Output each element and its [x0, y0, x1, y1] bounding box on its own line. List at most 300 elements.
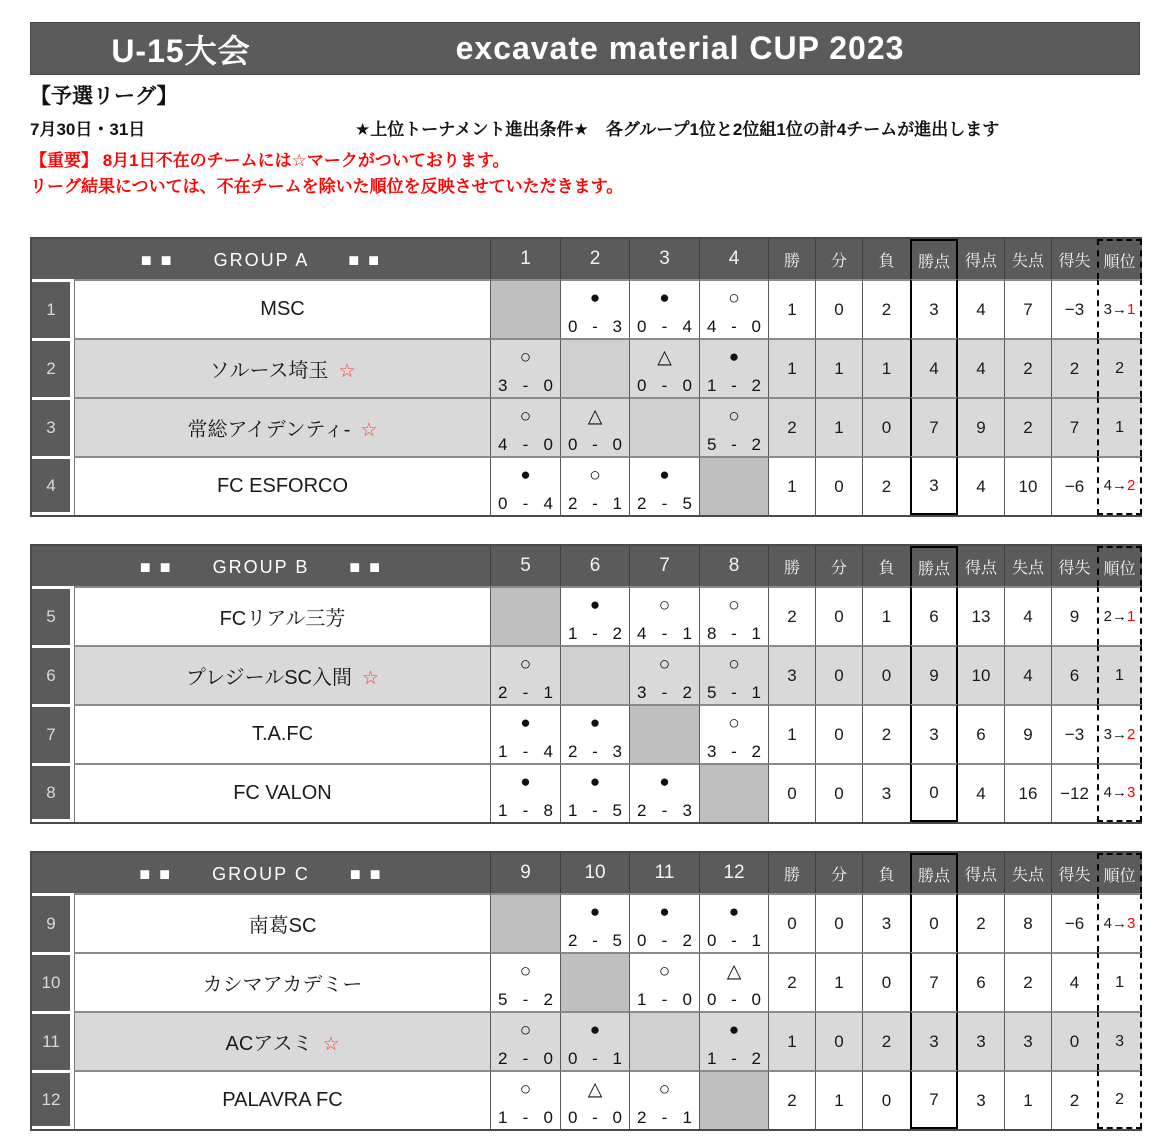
away-goals: 1: [751, 682, 761, 702]
match-score: [491, 376, 560, 396]
stat-cell-7: 2: [1052, 338, 1097, 397]
stat-cell-5: 3: [958, 1011, 1005, 1070]
stat-header-5: 得点: [958, 853, 1005, 893]
score-hyphen: -: [592, 1048, 598, 1068]
rank-after: 2: [1127, 726, 1136, 743]
home-goals: 5: [498, 989, 508, 1009]
away-goals: 0: [543, 1048, 553, 1068]
group-label: ■ ■ GROUP A ■ ■: [32, 239, 491, 279]
away-goals: 2: [612, 623, 622, 643]
match-score: [491, 1108, 560, 1128]
match-column-header: 1: [491, 239, 561, 279]
stat-cell-2: 0: [816, 704, 863, 763]
match-result-cell: [561, 279, 630, 338]
absent-star-icon: ☆: [362, 668, 380, 689]
result-marker-draw: △: [587, 406, 603, 427]
home-goals: 1: [498, 800, 508, 820]
stat-header-3: 負: [863, 239, 910, 279]
self-match-cell: [630, 397, 700, 456]
stat-cell-1: 2: [769, 397, 816, 456]
score-hyphen: -: [661, 623, 668, 643]
stat-cell-6: 2: [1005, 952, 1052, 1011]
score-hyphen: -: [661, 1107, 668, 1127]
home-goals: 0: [637, 930, 647, 950]
match-column-header: 3: [630, 239, 700, 279]
stat-cell-7: −3: [1052, 279, 1097, 338]
team-name-label: ソルース埼玉: [209, 360, 329, 382]
away-goals: 1: [543, 682, 553, 702]
result-marker-win: ○: [728, 595, 740, 616]
match-column-header: 9: [491, 853, 561, 893]
match-result-cell: [561, 704, 630, 763]
home-goals: 4: [498, 434, 508, 454]
score-hyphen: -: [522, 375, 529, 395]
title-bar: [30, 22, 1140, 75]
team-name-cell: [74, 397, 491, 456]
stat-cell-1: 0: [769, 893, 816, 952]
stat-cell-5: 6: [958, 952, 1005, 1011]
rank-cell: [1097, 1011, 1142, 1070]
stat-cell-2: 0: [816, 456, 863, 515]
score-hyphen: -: [731, 623, 737, 643]
match-result-cell: [561, 586, 630, 645]
home-goals: 5: [707, 434, 717, 454]
result-marker-win: ○: [728, 713, 740, 734]
match-column-header: 11: [630, 853, 700, 893]
home-goals: 2: [568, 930, 578, 950]
match-result-cell: [491, 952, 561, 1011]
stat-cell-1: 1: [769, 338, 816, 397]
rank-cell: [1097, 893, 1142, 952]
match-score: [700, 931, 768, 951]
away-goals: 1: [612, 1048, 622, 1068]
match-column-header: 2: [561, 239, 630, 279]
stat-cell-6: 9: [1005, 704, 1052, 763]
stat-cell-4: 3: [910, 456, 958, 515]
match-result-cell: [700, 645, 769, 704]
score-hyphen: -: [731, 1048, 737, 1068]
team-name-cell: [74, 704, 491, 763]
rank-cell: [1097, 456, 1142, 515]
stat-cell-3: 2: [863, 456, 910, 515]
stat-cell-1: 1: [769, 1011, 816, 1070]
match-score: [630, 494, 699, 514]
home-goals: 4: [707, 316, 717, 336]
match-score: [561, 1108, 629, 1128]
stat-cell-2: 0: [816, 645, 863, 704]
team-name-label: 常総アイデンティ-: [187, 419, 351, 441]
score-hyphen: -: [731, 316, 737, 336]
result-marker-draw: △: [587, 1079, 603, 1100]
home-goals: 2: [637, 1107, 647, 1127]
result-marker-win: ○: [728, 654, 740, 675]
score-hyphen: -: [661, 930, 668, 950]
rank-cell: [1097, 397, 1142, 456]
away-goals: 8: [543, 800, 553, 820]
qualifying-league-heading: 【予選リーグ】: [30, 85, 178, 108]
score-hyphen: -: [592, 741, 598, 761]
score-hyphen: -: [731, 434, 737, 454]
rank-value: 2: [1115, 1090, 1124, 1108]
stat-cell-1: 2: [769, 1070, 816, 1129]
stat-cell-6: 8: [1005, 893, 1052, 952]
home-goals: 8: [707, 623, 717, 643]
result-marker-win: ○: [728, 288, 740, 309]
result-marker-loss: ●: [589, 902, 601, 921]
result-marker-win: ○: [728, 406, 740, 427]
match-score: [630, 683, 699, 703]
stat-header-5: 得点: [958, 546, 1005, 586]
team-row: [32, 397, 1142, 456]
match-score: [491, 1049, 560, 1069]
match-score: [561, 435, 629, 455]
stat-header-4: 勝点: [910, 853, 958, 893]
away-goals: 3: [682, 800, 692, 820]
result-marker-win: ○: [519, 1079, 532, 1100]
match-result-cell: [491, 645, 561, 704]
match-column-header: 12: [700, 853, 769, 893]
stat-cell-7: 7: [1052, 397, 1097, 456]
away-goals: 0: [682, 375, 692, 395]
away-goals: 2: [682, 682, 692, 702]
team-name-label: MSC: [260, 298, 305, 320]
stat-header-7: 得失: [1052, 853, 1097, 893]
self-match-cell: [491, 586, 561, 645]
score-hyphen: -: [661, 316, 668, 336]
stat-header-2: 分: [816, 546, 863, 586]
match-result-cell: [561, 1011, 630, 1070]
match-score: [561, 742, 629, 762]
match-result-cell: [491, 397, 561, 456]
stat-cell-3: 2: [863, 1011, 910, 1070]
match-result-cell: [630, 456, 700, 515]
match-column-header: 4: [700, 239, 769, 279]
match-score: [700, 317, 768, 337]
match-result-cell: [630, 763, 700, 822]
score-hyphen: -: [592, 434, 598, 454]
match-result-cell: [700, 586, 769, 645]
stat-cell-1: 2: [769, 952, 816, 1011]
match-score: [561, 931, 629, 951]
home-goals: 2: [637, 800, 647, 820]
stat-cell-1: 1: [769, 704, 816, 763]
stat-cell-3: 1: [863, 338, 910, 397]
match-score: [630, 801, 699, 821]
team-name-label: カシマアカデミー: [202, 974, 363, 996]
rank-cell: [1097, 645, 1142, 704]
score-hyphen: -: [522, 493, 529, 513]
score-hyphen: -: [522, 434, 529, 454]
away-goals: 1: [751, 930, 761, 950]
group-b-header-row: [32, 546, 1142, 586]
rank-value: 2: [1115, 359, 1124, 377]
result-marker-win: ○: [519, 1020, 532, 1041]
match-result-cell: [561, 1070, 630, 1129]
home-goals: 1: [637, 989, 647, 1009]
team-row: [32, 279, 1142, 338]
match-result-cell: [700, 338, 769, 397]
home-goals: 1: [498, 1107, 508, 1127]
home-goals: 2: [637, 493, 647, 513]
stat-cell-1: 2: [769, 586, 816, 645]
score-hyphen: -: [522, 1048, 529, 1068]
rank-after: 1: [1127, 301, 1136, 318]
score-hyphen: -: [731, 989, 737, 1009]
rank-before: 4→: [1103, 477, 1128, 494]
group-a-table: [30, 237, 1142, 517]
stat-cell-5: 13: [958, 586, 1005, 645]
team-name-cell: [74, 586, 491, 645]
group-c-table: [30, 851, 1142, 1131]
match-score: [561, 317, 629, 337]
score-hyphen: -: [592, 800, 598, 820]
self-match-cell: [491, 893, 561, 952]
rank-before: 2→: [1103, 608, 1127, 625]
stat-cell-6: 4: [1005, 586, 1052, 645]
stat-cell-2: 0: [816, 1011, 863, 1070]
stat-cell-3: 2: [863, 279, 910, 338]
rank-value: 1: [1115, 418, 1124, 436]
stat-cell-1: 1: [769, 456, 816, 515]
away-goals: 1: [682, 623, 692, 643]
stat-cell-3: 3: [863, 893, 910, 952]
home-goals: 2: [568, 493, 578, 513]
away-goals: 3: [612, 741, 622, 761]
stat-cell-6: 4: [1005, 645, 1052, 704]
stat-cell-4: 6: [910, 586, 958, 645]
match-result-cell: [700, 704, 769, 763]
away-goals: 1: [612, 493, 622, 513]
match-result-cell: [630, 645, 700, 704]
result-marker-win: ○: [658, 961, 671, 982]
stat-header-1: 勝: [769, 239, 816, 279]
match-column-header: 7: [630, 546, 700, 586]
stat-cell-2: 0: [816, 763, 863, 822]
self-match-cell: [700, 763, 769, 822]
team-name-label: FC VALON: [233, 782, 332, 804]
stat-cell-5: 4: [958, 279, 1005, 338]
stat-cell-1: 1: [769, 279, 816, 338]
result-marker-loss: ●: [659, 465, 670, 484]
rank-cell: [1097, 1070, 1142, 1129]
team-number-cell: 6: [32, 645, 74, 704]
match-result-cell: [561, 763, 630, 822]
away-goals: 3: [612, 316, 622, 336]
match-result-cell: [700, 893, 769, 952]
team-row: [32, 1011, 1142, 1070]
self-match-cell: [561, 645, 630, 704]
stat-cell-5: 4: [958, 456, 1005, 515]
home-goals: 0: [707, 989, 717, 1009]
stat-cell-3: 0: [863, 645, 910, 704]
absent-star-icon: ☆: [338, 361, 356, 382]
away-goals: 2: [682, 930, 692, 950]
stat-cell-4: 0: [910, 893, 958, 952]
rank-value: 3: [1115, 1032, 1124, 1050]
event-name-title: excavate material CUP 2023: [455, 30, 905, 66]
match-score: [630, 376, 699, 396]
rank-before: 4→: [1103, 784, 1127, 801]
match-score: [700, 742, 768, 762]
away-goals: 0: [751, 989, 761, 1009]
date-line: [30, 115, 1140, 140]
score-hyphen: -: [592, 623, 598, 643]
home-goals: 5: [707, 682, 717, 702]
stat-cell-3: 0: [863, 1070, 910, 1129]
stat-header-2: 分: [816, 853, 863, 893]
team-name-cell: [74, 893, 491, 952]
away-goals: 5: [612, 800, 622, 820]
stat-header-4: 勝点: [910, 546, 958, 586]
score-hyphen: -: [592, 316, 598, 336]
away-goals: 5: [682, 493, 692, 513]
match-column-header: 8: [700, 546, 769, 586]
result-marker-loss: ●: [728, 1020, 740, 1039]
team-name-label: プレジールSC入間: [185, 667, 353, 689]
score-hyphen: -: [731, 930, 737, 950]
self-match-cell: [561, 338, 630, 397]
match-result-cell: [491, 456, 561, 515]
rank-after: 2: [1127, 477, 1136, 494]
match-result-cell: [630, 338, 700, 397]
home-goals: 1: [707, 375, 717, 395]
stat-header-7: 得失: [1052, 546, 1097, 586]
stat-cell-6: 10: [1005, 456, 1052, 515]
score-hyphen: -: [731, 741, 737, 761]
rank-value: 1: [1115, 973, 1124, 991]
self-match-cell: [700, 456, 769, 515]
group-c-header-row: [32, 853, 1142, 893]
advancement-condition-text: ★上位トーナメント進出条件★ 各グループ1位と2位組1位の計4チームが進出します: [355, 120, 1000, 139]
match-score: [561, 801, 629, 821]
self-match-cell: [561, 952, 630, 1011]
team-number-cell: 4: [32, 456, 74, 515]
stat-cell-2: 1: [816, 952, 863, 1011]
stat-cell-3: 0: [863, 397, 910, 456]
result-marker-win: ○: [519, 347, 532, 368]
stat-cell-7: 2: [1052, 1070, 1097, 1129]
stat-cell-2: 1: [816, 397, 863, 456]
away-goals: 2: [751, 434, 761, 454]
away-goals: 0: [543, 375, 553, 395]
away-goals: 0: [612, 1107, 622, 1127]
score-hyphen: -: [522, 800, 529, 820]
important-notice: [30, 148, 623, 200]
stat-cell-3: 0: [863, 952, 910, 1011]
score-hyphen: -: [522, 989, 529, 1009]
team-number-cell: 9: [32, 893, 74, 952]
result-marker-loss: ●: [728, 347, 740, 366]
match-score: [630, 931, 699, 951]
score-hyphen: -: [522, 682, 529, 702]
team-name-cell: [74, 1070, 491, 1129]
stat-cell-3: 1: [863, 586, 910, 645]
away-goals: 2: [751, 375, 761, 395]
stat-cell-7: 4: [1052, 952, 1097, 1011]
group-label: ■ ■ GROUP C ■ ■: [32, 853, 491, 893]
away-goals: 1: [751, 623, 761, 643]
rank-before: 3→: [1103, 301, 1128, 318]
match-score: [561, 494, 629, 514]
stat-header-3: 負: [863, 546, 910, 586]
stat-cell-4: 3: [910, 279, 958, 338]
stat-cell-4: 3: [910, 1011, 958, 1070]
away-goals: 1: [682, 1107, 692, 1127]
home-goals: 2: [498, 1048, 508, 1068]
team-name-label: PALAVRA FC: [222, 1089, 343, 1111]
stat-cell-7: −6: [1052, 893, 1097, 952]
team-number-cell: 2: [32, 338, 74, 397]
result-marker-win: ○: [658, 595, 671, 616]
result-marker-loss: ●: [659, 772, 670, 791]
result-marker-loss: ●: [659, 288, 670, 307]
stat-cell-5: 2: [958, 893, 1005, 952]
result-marker-win: ○: [658, 1079, 671, 1100]
rank-cell: [1097, 704, 1142, 763]
match-score: [491, 990, 560, 1010]
match-result-cell: [700, 952, 769, 1011]
rank-cell: [1097, 763, 1142, 822]
stat-cell-4: 7: [910, 1070, 958, 1129]
stat-header-2: 分: [816, 239, 863, 279]
result-marker-win: ○: [519, 406, 532, 427]
home-goals: 3: [637, 682, 647, 702]
event-category-title: U-15大会: [111, 32, 251, 69]
rank-value: 1: [1115, 666, 1124, 684]
stat-cell-7: 0: [1052, 1011, 1097, 1070]
match-score: [630, 1108, 699, 1128]
match-result-cell: [630, 586, 700, 645]
away-goals: 0: [543, 434, 553, 454]
stat-header-6: 失点: [1005, 546, 1052, 586]
stat-cell-5: 3: [958, 1070, 1005, 1129]
result-marker-loss: ●: [589, 713, 601, 732]
team-number-cell: 10: [32, 952, 74, 1011]
team-name-cell: [74, 763, 491, 822]
stat-cell-2: 0: [816, 279, 863, 338]
stat-header-8: 順位: [1097, 853, 1142, 893]
away-goals: 5: [612, 930, 622, 950]
home-goals: 0: [568, 1048, 578, 1068]
stat-cell-2: 0: [816, 586, 863, 645]
important-notice-line2: リーグ結果については、不在チームを除いた順位を反映させていただきます。: [30, 177, 624, 196]
team-name-label: FCリアル三芳: [219, 608, 346, 630]
stat-cell-2: 1: [816, 1070, 863, 1129]
stat-cell-5: 4: [958, 338, 1005, 397]
away-goals: 2: [751, 741, 761, 761]
home-goals: 0: [568, 1107, 578, 1127]
stat-cell-6: 1: [1005, 1070, 1052, 1129]
rank-after: 1: [1127, 608, 1136, 625]
team-name-label: T.A.FC: [251, 723, 314, 745]
match-score: [700, 624, 768, 644]
stat-cell-5: 4: [958, 763, 1005, 822]
stat-header-5: 得点: [958, 239, 1005, 279]
self-match-cell: [630, 1011, 700, 1070]
stat-cell-4: 7: [910, 397, 958, 456]
match-result-cell: [491, 763, 561, 822]
score-hyphen: -: [592, 1107, 598, 1127]
result-marker-draw: △: [726, 961, 742, 982]
match-score: [700, 1049, 768, 1069]
team-row: [32, 586, 1142, 645]
home-goals: 1: [498, 741, 508, 761]
stat-cell-7: 6: [1052, 645, 1097, 704]
away-goals: 2: [751, 1048, 761, 1068]
result-marker-loss: ●: [589, 288, 601, 307]
team-name-cell: [74, 1011, 491, 1070]
match-result-cell: [491, 704, 561, 763]
